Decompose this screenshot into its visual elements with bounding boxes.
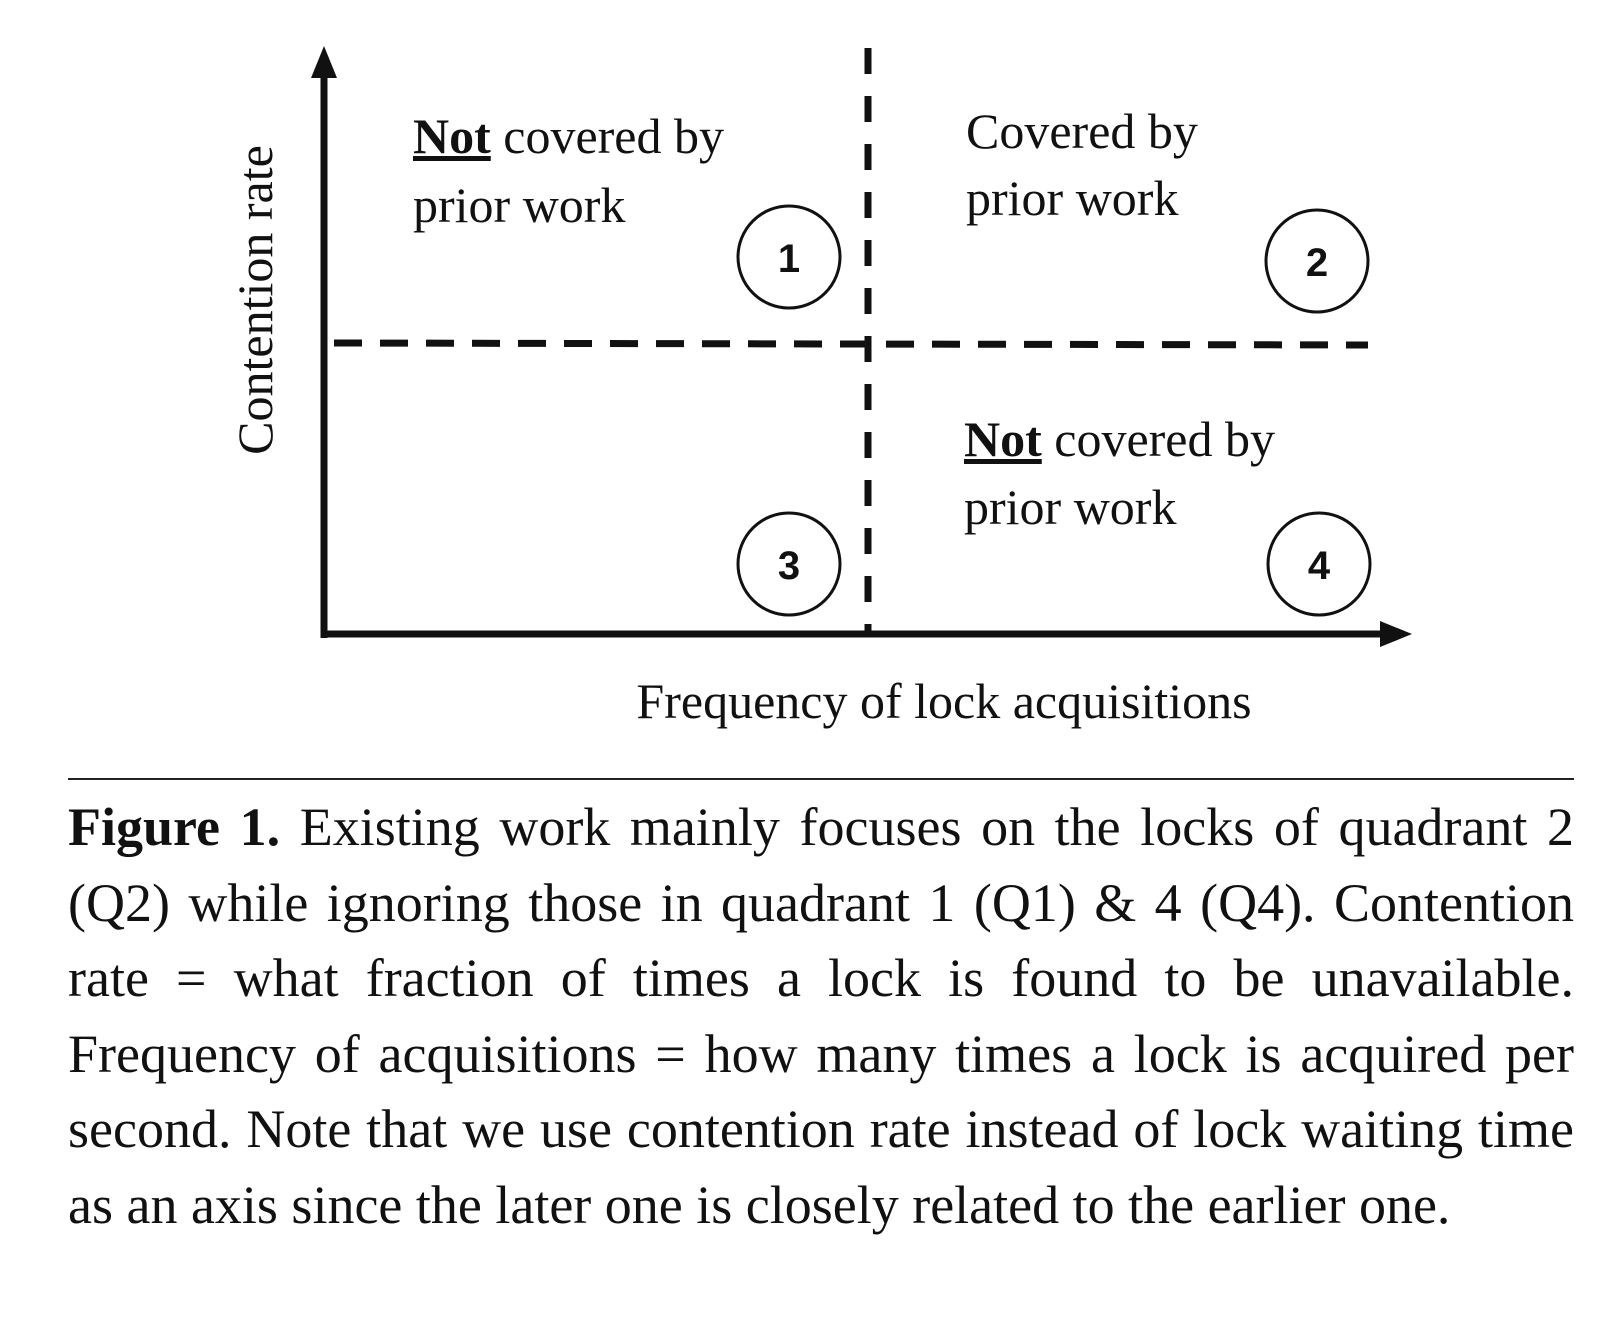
x-axis-arrow — [1380, 621, 1412, 647]
y-axis-arrow — [311, 46, 337, 78]
caption-text: Existing work mainly focuses on the locks of quadrant 2 (Q2) while ignoring those in quadrant 1 (Q1) & 4 (Q4). Contention rate = what fraction of times a lock is found to be unavailable. Frequency of acquisitions = how many times a lock is acquired per second. Note that we use contention rate instead of lock waiting time as an axis since the later one is closely related to the earlier one. — [68, 797, 1574, 1235]
quadrant-4-badge — [1268, 513, 1370, 615]
svg-text:1: 1 — [777, 237, 801, 281]
quadrant-1-text-line2: prior work — [413, 177, 626, 233]
svg-text:3: 3 — [777, 544, 801, 588]
quadrant-4-emphasis: Not — [964, 411, 1042, 467]
figure-label: Figure 1. — [68, 797, 281, 857]
quadrant-3-badge — [738, 513, 840, 615]
quadrant-1-line1-rest: covered by — [490, 108, 724, 164]
quadrant-1-emphasis: Not — [413, 108, 491, 164]
figure-caption — [68, 790, 1574, 1243]
quadrant-4-text-line1 — [964, 411, 1275, 467]
svg-text:2: 2 — [1305, 241, 1329, 285]
quadrant-4-line1-rest: covered by — [1041, 411, 1275, 467]
quadrant-1-badge — [738, 206, 840, 308]
horizontal-divider — [334, 343, 1368, 345]
x-axis-label: Frequency of lock acquisitions — [636, 673, 1252, 729]
caption-divider — [68, 778, 1574, 780]
quadrant-2-badge — [1266, 210, 1368, 312]
quadrant-2-text-line1: Covered by — [966, 103, 1198, 159]
quadrant-2-text-line2: prior work — [966, 170, 1179, 226]
y-axis-label: Contention rate — [227, 145, 283, 455]
svg-text:4: 4 — [1307, 544, 1331, 588]
quadrant-1-text-line1 — [413, 108, 724, 164]
quadrant-4-text-line2: prior work — [964, 479, 1177, 535]
